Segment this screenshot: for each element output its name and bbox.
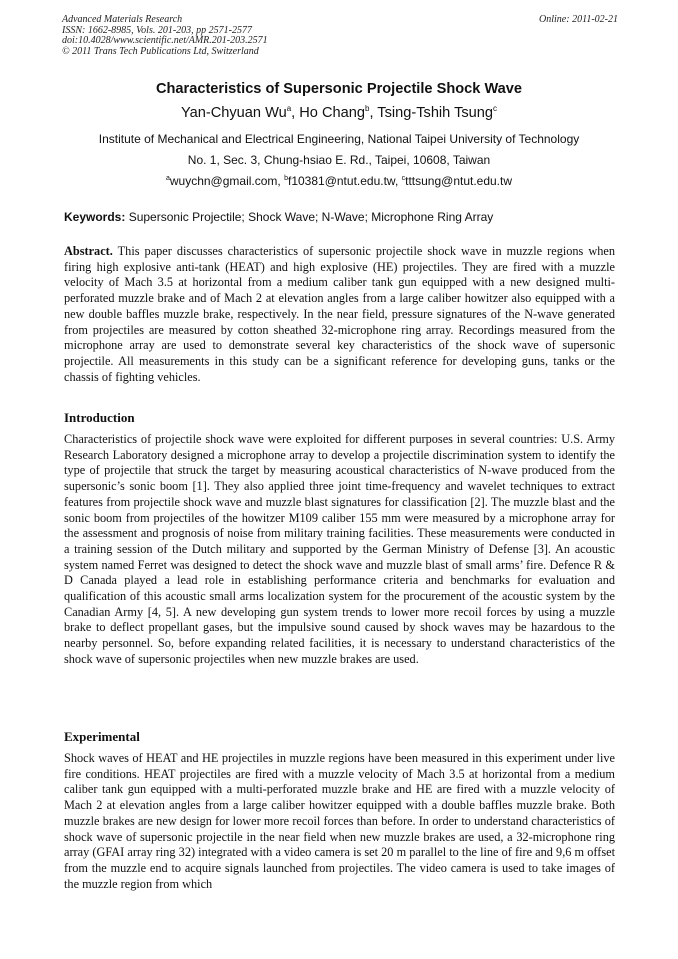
abstract-label: Abstract. <box>64 244 113 258</box>
keywords-label: Keywords: <box>64 210 126 224</box>
keywords <box>64 210 493 224</box>
email-sup: c <box>401 175 406 182</box>
affiliation-emails: $^a$wuychn@gmail.com, $^b$f10381@ntut.edu.tw, $^c$tttsung@ntut.edu.tw <box>165 174 513 188</box>
email-sup: b <box>284 175 288 182</box>
abstract <box>64 244 615 385</box>
issn: ISSN: 1662-8985, Vols. 201-203, pp 2571-2577 <box>62 24 252 36</box>
introduction-heading: Introduction <box>64 410 135 425</box>
paper-title: Characteristics of Supersonic Projectile Shock Wave <box>155 81 523 97</box>
email-sup: a <box>165 175 170 182</box>
copyright: © 2011 Trans Tech Publications Ltd, Switzerland <box>62 45 259 57</box>
journal-header <box>62 15 618 57</box>
email-link[interactable]: tttsung@ntut.edu.tw <box>405 174 513 188</box>
affiliation-institute: Institute of Mechanical and Electrical Engineering, National Taipei University of Technology <box>98 132 580 146</box>
author-name: Yan-Chyuan Wu <box>180 105 287 121</box>
abstract-text: This paper discusses characteristics of supersonic projectile shock wave in muzzle regions when firing high explosive anti-tank (HEAT) and high explosive (HE) projectiles. They are fired with a muzzle velocity of Mach 3.5 at horizontal from a medium caliber tank gun equipped with a new designed multi-perforated muzzle brake and of Mach 2 at elevation angles from a large caliber howitzer also equipped with a new double baffles muzzle brake, respectively. In the near field, pressure signatures of the N-wave generated from projectiles are measured by cotton sheathed 32-microphone ring array. Recordings measured from the microphone array are used to demonstrate several key characteristics of the shock wave of supersonic projectile. All measurements in this study can be a significant reference for developing guns, tanks or the chassis of fighting vehicles. <box>64 244 615 384</box>
email-link[interactable]: wuychn@gmail.com <box>169 174 278 188</box>
experimental-text: Shock waves of HEAT and HE projectiles in muzzle regions have been measured in this experiment under live fire conditions. HEAT projectiles are fired with a muzzle velocity of Mach 3.5 at horizontal from a medium caliber tank gun equipped with a multi-perforated muzzle brake and HE are fired with a muzzle velocity of Mach 2 at elevation angles from a large caliber howitzer equipped with a double baffles muzzle brake. Both muzzle brakes are new design for lower more recoil forces than before. In order to understand characteristics of shock wave of supersonic projectile in the near field when new muzzle brakes are used, a 32-microphone ring array (GFAI array ring 32) integrated with a video camera is set 20 m parallel to the line of fire and 9,6 m offset from the muzzle end to acquire signals launched from projectiles. The video camera is used to take images of the muzzle region from which <box>64 751 615 891</box>
author-sup: c <box>493 104 498 113</box>
author-name: Tsing-Tshih Tsung <box>377 105 494 121</box>
author-sup: b <box>364 104 370 113</box>
journal-name: Advanced Materials Research <box>62 14 183 25</box>
author-list: Yan-Chyuan Wu$^a$, Ho Chang$^b$, Tsing-Tshih Tsung$^c$ <box>180 104 498 121</box>
author-sup: a <box>286 104 292 113</box>
experimental-heading: Experimental <box>64 729 140 744</box>
affiliation-address: No. 1, Sec. 3, Chung-hsiao E. Rd., Taipei, 10608, Taiwan <box>187 153 491 167</box>
doi: doi:10.4028/www.scientific.net/AMR.201-203.2571 <box>62 35 268 47</box>
email-link[interactable]: f10381@ntut.edu.tw <box>288 174 395 188</box>
keywords-text: Supersonic Projectile; Shock Wave; N-Wave; Microphone Ring Array <box>128 210 494 224</box>
author-name: Ho Chang <box>299 105 365 121</box>
online-date: Online: 2011-02-21 <box>539 14 618 25</box>
introduction-text: Characteristics of projectile shock wave were exploited for different purposes in several countries: U.S. Army Research Laboratory designed a microphone array to develop a projectile discrimination system to identify the type of projectile that struck the target by measuring acoustical characteristics of N-wave produced from the supersonic’s sonic boom [1]. They also applied three joint time-frequency and wavelet techniques to extract features from projectile shock wave and muzzle blast signatures for classification [2]. The muzzle blast and the sonic boom from projectiles of the howitzer M109 caliber 155 mm were measured by a microphone array for the assessment and prognosis of noise from military training facilities. These measurements were conducted in a training session of the Dutch military and supported by the German Ministry of Defense [3]. An acoustic system named Ferret was designed to detect the shock wave and muzzle blast of small arms’ fire. Defence R & D Canada played a lead role in establishing performance criteria and benchmarks for evaluation and qualification of this acoustic small arms localization system for the procurement of the acoustic system by the Canadian Army [4, 5]. A new developing gun system trends to lower more recoil forces by using a muzzle brake to deflect propellant gases, but the impulsive sound caused by shock waves may be hazardous to the nearby personnel. So, before expanding related facilities, it is necessary to understand characteristics of the shock wave of supersonic projectiles when new muzzle brakes are used. <box>64 432 615 666</box>
